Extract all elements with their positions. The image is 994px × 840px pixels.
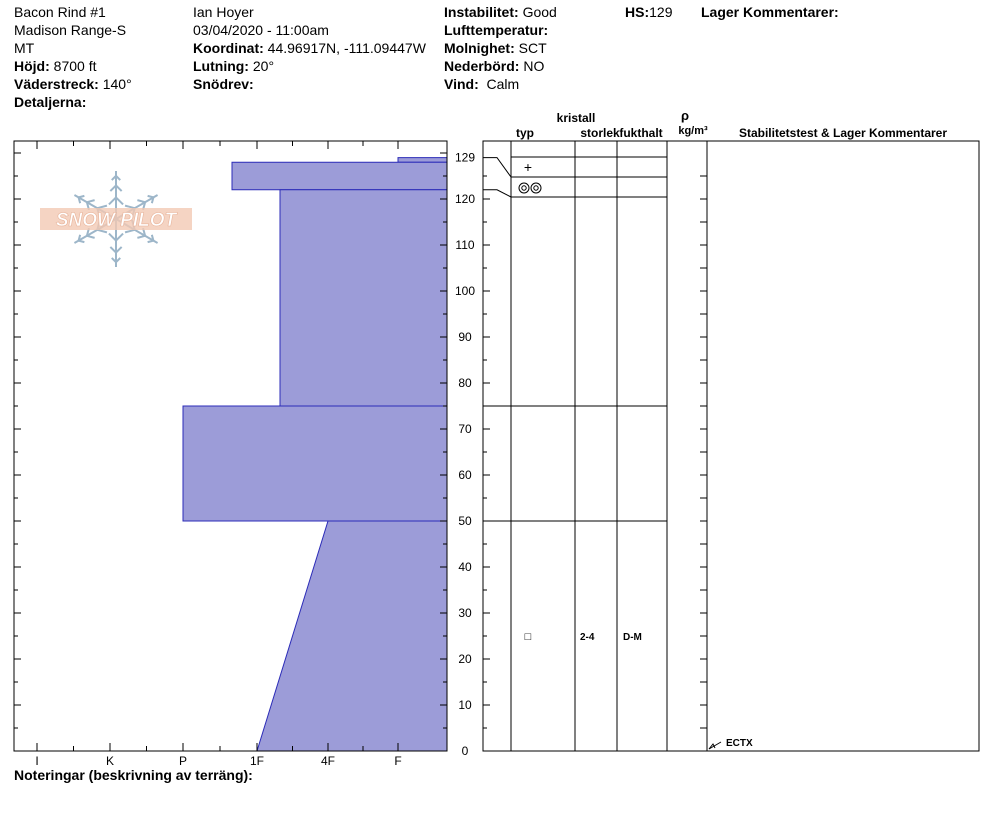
hardness-layer-2: [280, 190, 447, 406]
logo-text: SNOW PILOT: [55, 210, 177, 231]
grain-inner-circle: [522, 186, 526, 190]
flake-branch-5-1-1: [87, 200, 95, 202]
height-label-5: 50: [458, 514, 472, 528]
stability-arrow-0: [709, 744, 715, 749]
grain-moisture-2: D-M: [623, 632, 642, 643]
flake-branch-1-0-0: [125, 206, 135, 209]
grain-symbol-1: [519, 183, 541, 193]
grain-outer-circle: [531, 183, 541, 193]
height-label-1: 10: [458, 698, 472, 712]
col-size: storlek: [580, 126, 620, 140]
aspect-label: Väderstreck:: [14, 76, 99, 92]
height-label-12: 120: [454, 192, 476, 206]
hardness-label-0: I: [35, 754, 39, 768]
flake-branch-4-1-0: [87, 236, 95, 238]
slope-value: 20°: [252, 58, 275, 74]
details-label: Detaljerna:: [14, 94, 87, 110]
hardness-layer-4: [257, 521, 447, 751]
elevation-label: Höjd:: [14, 58, 50, 74]
layer-comments-header: Lager Kommentarer:: [701, 4, 839, 20]
col-type: typ: [516, 126, 534, 140]
aspect-value: 140°: [102, 76, 132, 92]
height-label-7: 70: [458, 422, 472, 436]
flake-branch-1-2-0: [148, 196, 154, 198]
flake-branch-0-0-0: [109, 197, 116, 204]
grain-symbol-0: +: [523, 159, 533, 175]
grain-symbol-2: □: [524, 631, 532, 643]
grain-panel: [483, 141, 753, 751]
hardness-layer-1: [232, 162, 447, 190]
hs-label: HS:: [625, 4, 650, 20]
observer: Ian Hoyer: [193, 4, 254, 20]
connector-1: [483, 190, 511, 197]
sky-value: SCT: [518, 40, 547, 56]
col-crystal: kristall: [556, 111, 596, 125]
sky-label: Molnighet:: [444, 40, 515, 56]
hardness-layer-0: [398, 158, 447, 163]
col-density: kg/m³: [678, 125, 708, 137]
height-label-9: 90: [458, 330, 472, 344]
col-moisture: fukthalt: [619, 126, 663, 140]
col-stability: Stabilitetstest & Lager Kommentarer: [738, 126, 948, 140]
flake-branch-2-2-1: [148, 241, 154, 243]
height-label-6: 60: [458, 468, 472, 482]
flake-branch-0-0-1: [116, 197, 123, 204]
hardness-label-2: P: [178, 754, 188, 768]
flake-branch-5-0-1: [97, 206, 107, 209]
range-name: Madison Range-S: [14, 22, 127, 38]
flake-branch-1-1-0: [137, 200, 145, 202]
flake-branch-3-0-1: [109, 234, 116, 241]
location-name: Bacon Rind #1: [14, 4, 106, 20]
flake-branch-3-0-0: [116, 234, 123, 241]
snowpilot-logo: [40, 171, 192, 267]
height-label-11: 110: [455, 238, 475, 252]
hardness-label-5: F: [394, 754, 402, 768]
notes-label: Noteringar (beskrivning av terräng):: [14, 767, 253, 783]
wind-label: Vind:: [444, 76, 479, 92]
state-name: MT: [14, 40, 35, 56]
grain-frame: [483, 141, 979, 751]
flake-branch-2-1-1: [137, 236, 145, 238]
hardness-label-3: 1F: [249, 754, 265, 768]
elevation-value: 8700 ft: [53, 58, 97, 74]
instability-value: Good: [522, 4, 557, 20]
slope-label: Lutning:: [193, 58, 249, 74]
precip-value: NO: [523, 58, 545, 74]
height-label-4: 40: [458, 560, 472, 574]
precip-label: Nederbörd:: [444, 58, 520, 74]
height-label-10: 100: [454, 284, 476, 298]
connector-0: [483, 158, 511, 177]
grain-size-2: 2-4: [580, 632, 595, 643]
grain-outer-circle: [519, 183, 529, 193]
coord-label: Koordinat:: [193, 40, 264, 56]
height-axis: [455, 151, 707, 758]
wind-value: Calm: [486, 76, 520, 92]
drift-label: Snödrev:: [193, 76, 254, 92]
hardness-layer-3: [183, 406, 447, 521]
coord-value: 44.96917N, -111.09447W: [267, 40, 426, 56]
height-label-13: 129: [454, 150, 476, 165]
height-label-8: 80: [458, 376, 472, 390]
flake-branch-5-2-1: [79, 196, 85, 198]
height-label-3: 30: [458, 606, 472, 620]
flake-branch-4-2-0: [79, 241, 85, 243]
instability-label: Instabilitet:: [444, 4, 519, 20]
height-label-2: 20: [458, 652, 472, 666]
stability-label-0: ECTX: [726, 738, 753, 749]
datetime: 03/04/2020 - 11:00am: [193, 22, 329, 38]
airtemp-label: Lufttemperatur:: [444, 22, 549, 38]
hardness-label-1: K: [105, 754, 115, 768]
col-rho: ρ: [680, 108, 690, 123]
grain-inner-circle: [534, 186, 538, 190]
hs-value: 129: [649, 4, 673, 20]
hardness-profile: [183, 158, 447, 751]
hardness-label-4: 4F: [320, 754, 336, 768]
height-label-0: 0: [461, 744, 469, 758]
